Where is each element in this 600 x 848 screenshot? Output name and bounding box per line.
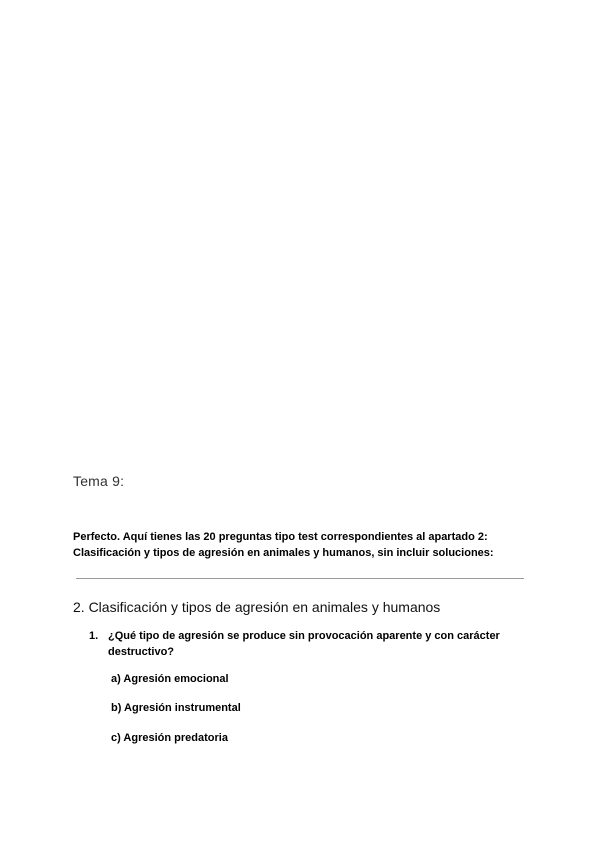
answer-option-b: b) Agresión instrumental	[111, 702, 241, 714]
intro-paragraph	[73, 529, 533, 561]
question-text: ¿Qué tipo de agresión se produce sin provocación aparente y con carácter destructivo?	[108, 630, 500, 658]
question-number: 1.	[89, 630, 99, 642]
intro-line: Perfecto. Aquí tienes las 20 preguntas tipo test correspondientes al apartado 2:	[73, 531, 488, 543]
answer-option-a: a) Agresión emocional	[111, 673, 229, 685]
answer-option-c: c) Agresión predatoria	[111, 732, 228, 744]
horizontal-divider	[76, 578, 524, 579]
section-heading: 2. Clasificación y tipos de agresión en animales y humanos	[73, 599, 441, 615]
intro-line: Clasificación y tipos de agresión en animales y humanos, sin incluir soluciones:	[73, 547, 494, 559]
topic-label: Tema 9:	[73, 473, 125, 489]
